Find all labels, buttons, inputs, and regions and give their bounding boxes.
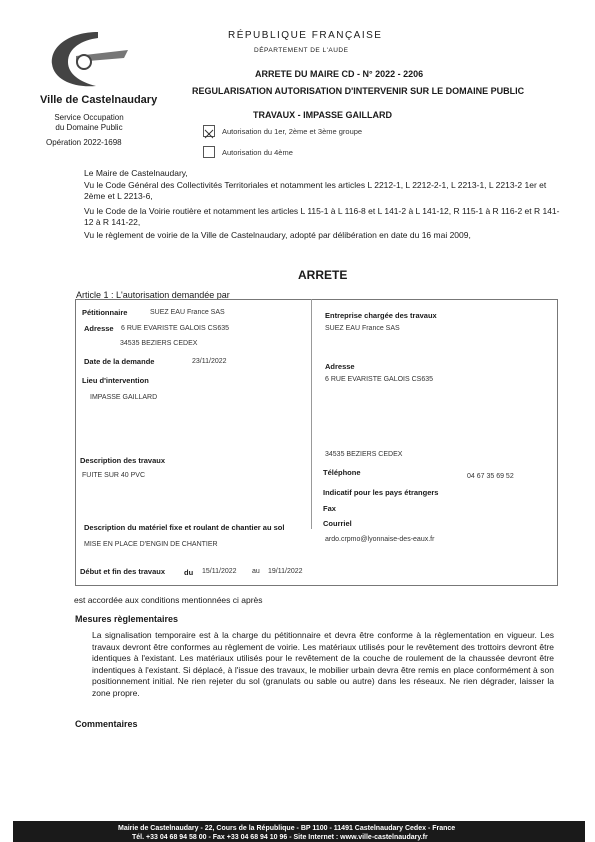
petitioner-label: Pétitionnaire [82, 308, 128, 317]
email-value: ardo.crpmo@lyonnaise-des-eaux.fr [325, 536, 435, 543]
petitioner-value: SUEZ EAU France SAS [150, 309, 225, 316]
checkbox-group-4[interactable] [203, 146, 215, 158]
town-name: Ville de Castelnaudary [40, 94, 158, 106]
dates-start: 15/11/2022 [202, 568, 237, 575]
department-title: DÉPARTEMENT DE L'AUDE [254, 47, 349, 54]
preamble-mayor: Le Maire de Castelnaudary, [84, 168, 188, 178]
check-mark-icon [204, 129, 214, 139]
contractor-address-label: Adresse [325, 362, 355, 371]
request-date-label: Date de la demande [84, 357, 155, 366]
rules-heading: Mesures règlementaires [75, 614, 179, 624]
contractor-value: SUEZ EAU France SAS [325, 325, 400, 332]
fax-label: Fax [323, 504, 336, 513]
location-value: IMPASSE GAILLARD [90, 394, 158, 401]
contractor-city: 34535 BEZIERS CEDEX [325, 451, 403, 458]
address-label: Adresse [84, 324, 114, 333]
footer-address: Mairie de Castelnaudary - 22, Cours de la République - BP 1100 - 11491 Castelnaudary Cedex - France [118, 825, 456, 832]
checkbox-group-1-3[interactable] [203, 125, 215, 137]
phone-label: Téléphone [323, 468, 361, 477]
dates-from-label: du [184, 568, 194, 577]
checkbox-label-group-1-3: Autorisation du 1er, 2ème et 3ème groupe [222, 127, 363, 136]
operation-number: Opération 2022-1698 [46, 138, 122, 147]
footer-contact: Tél. +33 04 68 94 58 00 - Fax +33 04 68 94 10 96 - Site Internet : www.ville-castelnaudary.fr [132, 834, 428, 841]
granted-text: est accordée aux conditions mentionnées ci après [74, 595, 263, 605]
republic-title: RÉPUBLIQUE FRANÇAISE [228, 30, 383, 41]
equipment-label: Description du matériel fixe et roulant de chantier au sol [84, 523, 285, 532]
preamble-voirie: Vu le Code de la Voirie routière et notamment les articles L 115-1 à L 116-8 et L 141-2 à L 141-12, R 115-1 à R 116-2 et R 141-12 à R 141-22, [84, 206, 560, 227]
comments-heading: Commentaires [75, 719, 138, 729]
checkbox-label-group-4: Autorisation du 4ème [222, 148, 293, 157]
dates-to-label: au [252, 568, 260, 575]
rules-body: La signalisation temporaire est à la charge du pétitionnaire et devra être conforme à la règlementation en vigueur. Les travaux devront être conformes au règlement de voirie. Les matériaux utilisés pour le revêtement des trottoirs devront être identiques à l'existant. Les matériaux utilisés pour le revêtement de la couche de roulement de la chaussée devront être indentiques à l'existant. Si déplacé, à l'issue des travaux, le mobilier urbain devra être remis en place conformément à son positionnement initial. Ne rien rejeter du sol (granulats ou sable ou autre) dans les réseaux. Ne rien dégrader, laisser la zone propre. [92, 630, 554, 698]
phone-value: 04 67 35 69 52 [467, 473, 514, 480]
arrete-heading: ARRETE [298, 268, 348, 282]
works-description-value: FUITE SUR 40 PVC [82, 472, 146, 479]
article-1: Article 1 : L'autorisation demandée par [76, 290, 230, 300]
arrete-subject: REGULARISATION AUTORISATION D'INTERVENIR SUR LE DOMAINE PUBLIC [192, 86, 525, 96]
service-name: Service Occupation du Domaine Public [54, 113, 124, 132]
arrete-works: TRAVAUX - IMPASSE GAILLARD [253, 110, 392, 120]
preamble-reglement: Vu le règlement de voirie de la Ville de Castelnaudary, adopté par délibération en date du 16 mai 2009, [84, 230, 471, 240]
foreign-code-label: Indicatif pour les pays étrangers [323, 488, 439, 497]
works-description-label: Description des travaux [80, 456, 166, 465]
address-line2: 34535 BEZIERS CEDEX [120, 340, 198, 347]
preamble-cgct: Vu le Code Général des Collectivités Territoriales et notamment les articles L 2212-1, L 2212-2-1, L 2213-1, L 2213-2 1er et 2ème et L 2213-6, [84, 180, 547, 201]
location-label: Lieu d'intervention [82, 376, 149, 385]
dates-label: Début et fin des travaux [80, 567, 166, 576]
address-line1: 6 RUE EVARISTE GALOIS CS635 [121, 325, 230, 332]
town-logo [40, 28, 132, 92]
request-date-value: 23/11/2022 [192, 358, 227, 365]
dates-end: 19/11/2022 [268, 568, 303, 575]
contractor-address-value: 6 RUE EVARISTE GALOIS CS635 [325, 376, 434, 383]
arrete-number: ARRETE DU MAIRE CD - N° 2022 - 2206 [255, 69, 424, 79]
email-label: Courriel [323, 519, 352, 528]
form-divider [311, 299, 312, 529]
equipment-value: MISE EN PLACE D'ENGIN DE CHANTIER [84, 541, 218, 548]
contractor-label: Entreprise chargée des travaux [325, 311, 437, 320]
